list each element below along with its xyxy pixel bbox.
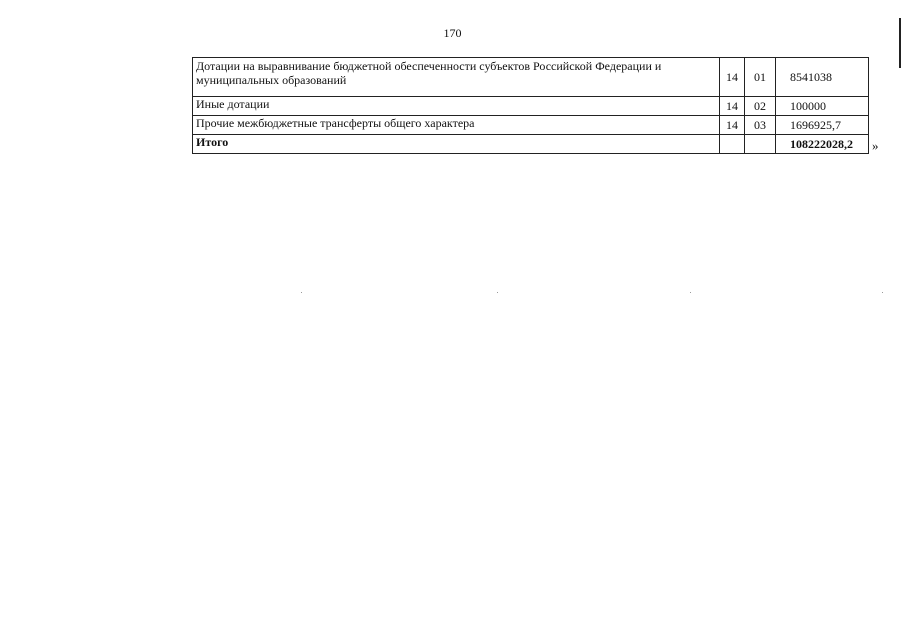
scan-speck (497, 292, 498, 293)
row-name: Иные дотации (193, 97, 720, 116)
total-row (193, 135, 869, 154)
row-subsection-code: 03 (745, 116, 776, 135)
page-number: 170 (443, 26, 462, 40)
total-sum: 108222028,2 (776, 135, 869, 154)
total-section-code (720, 135, 745, 154)
table-row (193, 116, 869, 135)
row-sum: 100000 (776, 97, 869, 116)
row-sum: 8541038 (776, 58, 869, 97)
row-name: Дотации на выравнивание бюджетной обеспеченности субъектов Российской Федерации и муниципальных образований (193, 58, 720, 97)
row-section-code: 14 (720, 58, 745, 97)
closing-quote: » (872, 138, 879, 153)
total-label: Итого (193, 135, 720, 154)
table-row (193, 58, 869, 97)
row-name: Прочие межбюджетные трансферты общего характера (193, 116, 720, 135)
scan-speck (882, 292, 883, 293)
row-section-code: 14 (720, 97, 745, 116)
total-subsection-code (745, 135, 776, 154)
row-section-code: 14 (720, 116, 745, 135)
scan-edge-line (899, 18, 901, 68)
row-subsection-code: 02 (745, 97, 776, 116)
table-row (193, 97, 869, 116)
budget-table (192, 57, 869, 154)
scan-speck (301, 292, 302, 293)
row-subsection-code: 01 (745, 58, 776, 97)
scan-speck (690, 292, 691, 293)
row-sum: 1696925,7 (776, 116, 869, 135)
